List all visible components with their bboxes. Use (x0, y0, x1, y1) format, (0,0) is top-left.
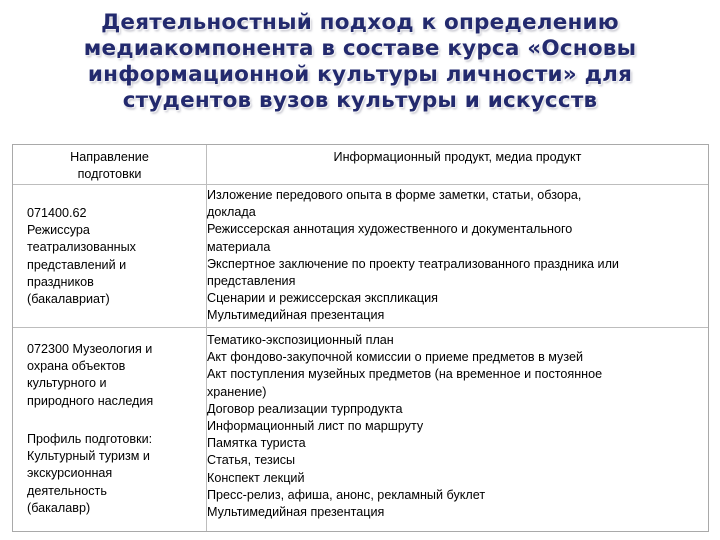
profile-line: Культурный туризм и (27, 449, 150, 464)
direction-line: театрализованных (27, 240, 136, 255)
direction-line: 072300 Музеология и (27, 342, 153, 356)
product-item: Информационный лист по маршруту (207, 419, 424, 434)
direction-line: представлений и (27, 257, 127, 272)
row1-products (207, 187, 707, 327)
product-item: доклада (207, 205, 256, 220)
direction-line: Режиссура (27, 223, 90, 238)
product-item: хранение) (207, 384, 267, 399)
row2-products (207, 332, 707, 528)
product-item: Акт поступления музейных предметов (на временное и постоянное (207, 367, 603, 382)
direction-line: природного наследия (27, 393, 154, 408)
direction-line: праздников (27, 274, 94, 289)
row-divider (13, 327, 708, 328)
product-item: Договор реализации турпродукта (207, 401, 403, 416)
direction-line: (бакалавриат) (27, 292, 110, 307)
profile-line: экскурсионная (27, 466, 113, 481)
product-item: Мультимедийная презентация (207, 308, 385, 323)
product-item: Статья, тезисы (207, 453, 296, 468)
product-item: Тематико-экспозиционный план (207, 333, 394, 347)
direction-line: охрана объектов (27, 359, 126, 374)
row2-profile (27, 431, 205, 523)
program-product-table (12, 144, 709, 532)
title-line: Деятельностный подход к определению (101, 10, 619, 35)
product-item: Мультимедийная презентация (207, 505, 385, 520)
header-direction-text: подготовки (77, 167, 142, 182)
profile-line: Профиль подготовки: (27, 432, 153, 446)
profile-line: деятельность (27, 483, 107, 498)
title-line: информационной культуры личности» для (87, 62, 633, 87)
product-item: Акт фондово-закупочной комиссии о приеме предметов в музей (207, 350, 584, 365)
product-item: Памятка туриста (207, 436, 306, 451)
title-line: медиакомпонента в составе курса «Основы (83, 36, 637, 61)
row-divider (13, 184, 708, 185)
product-item: Изложение передового опыта в форме заметки, статьи, обзора, (207, 188, 582, 202)
title-line: студентов вузов культуры и искусств (122, 88, 598, 113)
profile-line: (бакалавр) (27, 500, 91, 515)
row2-direction (27, 341, 205, 413)
direction-line: культурного и (27, 376, 107, 391)
header-direction-text: Направление (70, 150, 149, 164)
product-item: материала (207, 239, 271, 254)
product-item: Режиссерская аннотация художественного и документального (207, 222, 573, 237)
direction-line: 071400.62 (27, 206, 87, 220)
product-item: Конспект лекций (207, 470, 305, 485)
product-item: Сценарии и режиссерская экспликация (207, 291, 439, 306)
product-item: Экспертное заключение по проекту театрализованного праздника или (207, 256, 619, 271)
product-item: Пресс-релиз, афиша, анонс, рекламный буклет (207, 487, 486, 502)
header-product (207, 149, 708, 183)
slide-title (0, 10, 720, 114)
row1-direction (27, 205, 205, 325)
header-direction (13, 149, 206, 183)
product-item: представления (207, 274, 296, 289)
header-product-text: Информационный продукт, медиа продукт (333, 150, 582, 164)
